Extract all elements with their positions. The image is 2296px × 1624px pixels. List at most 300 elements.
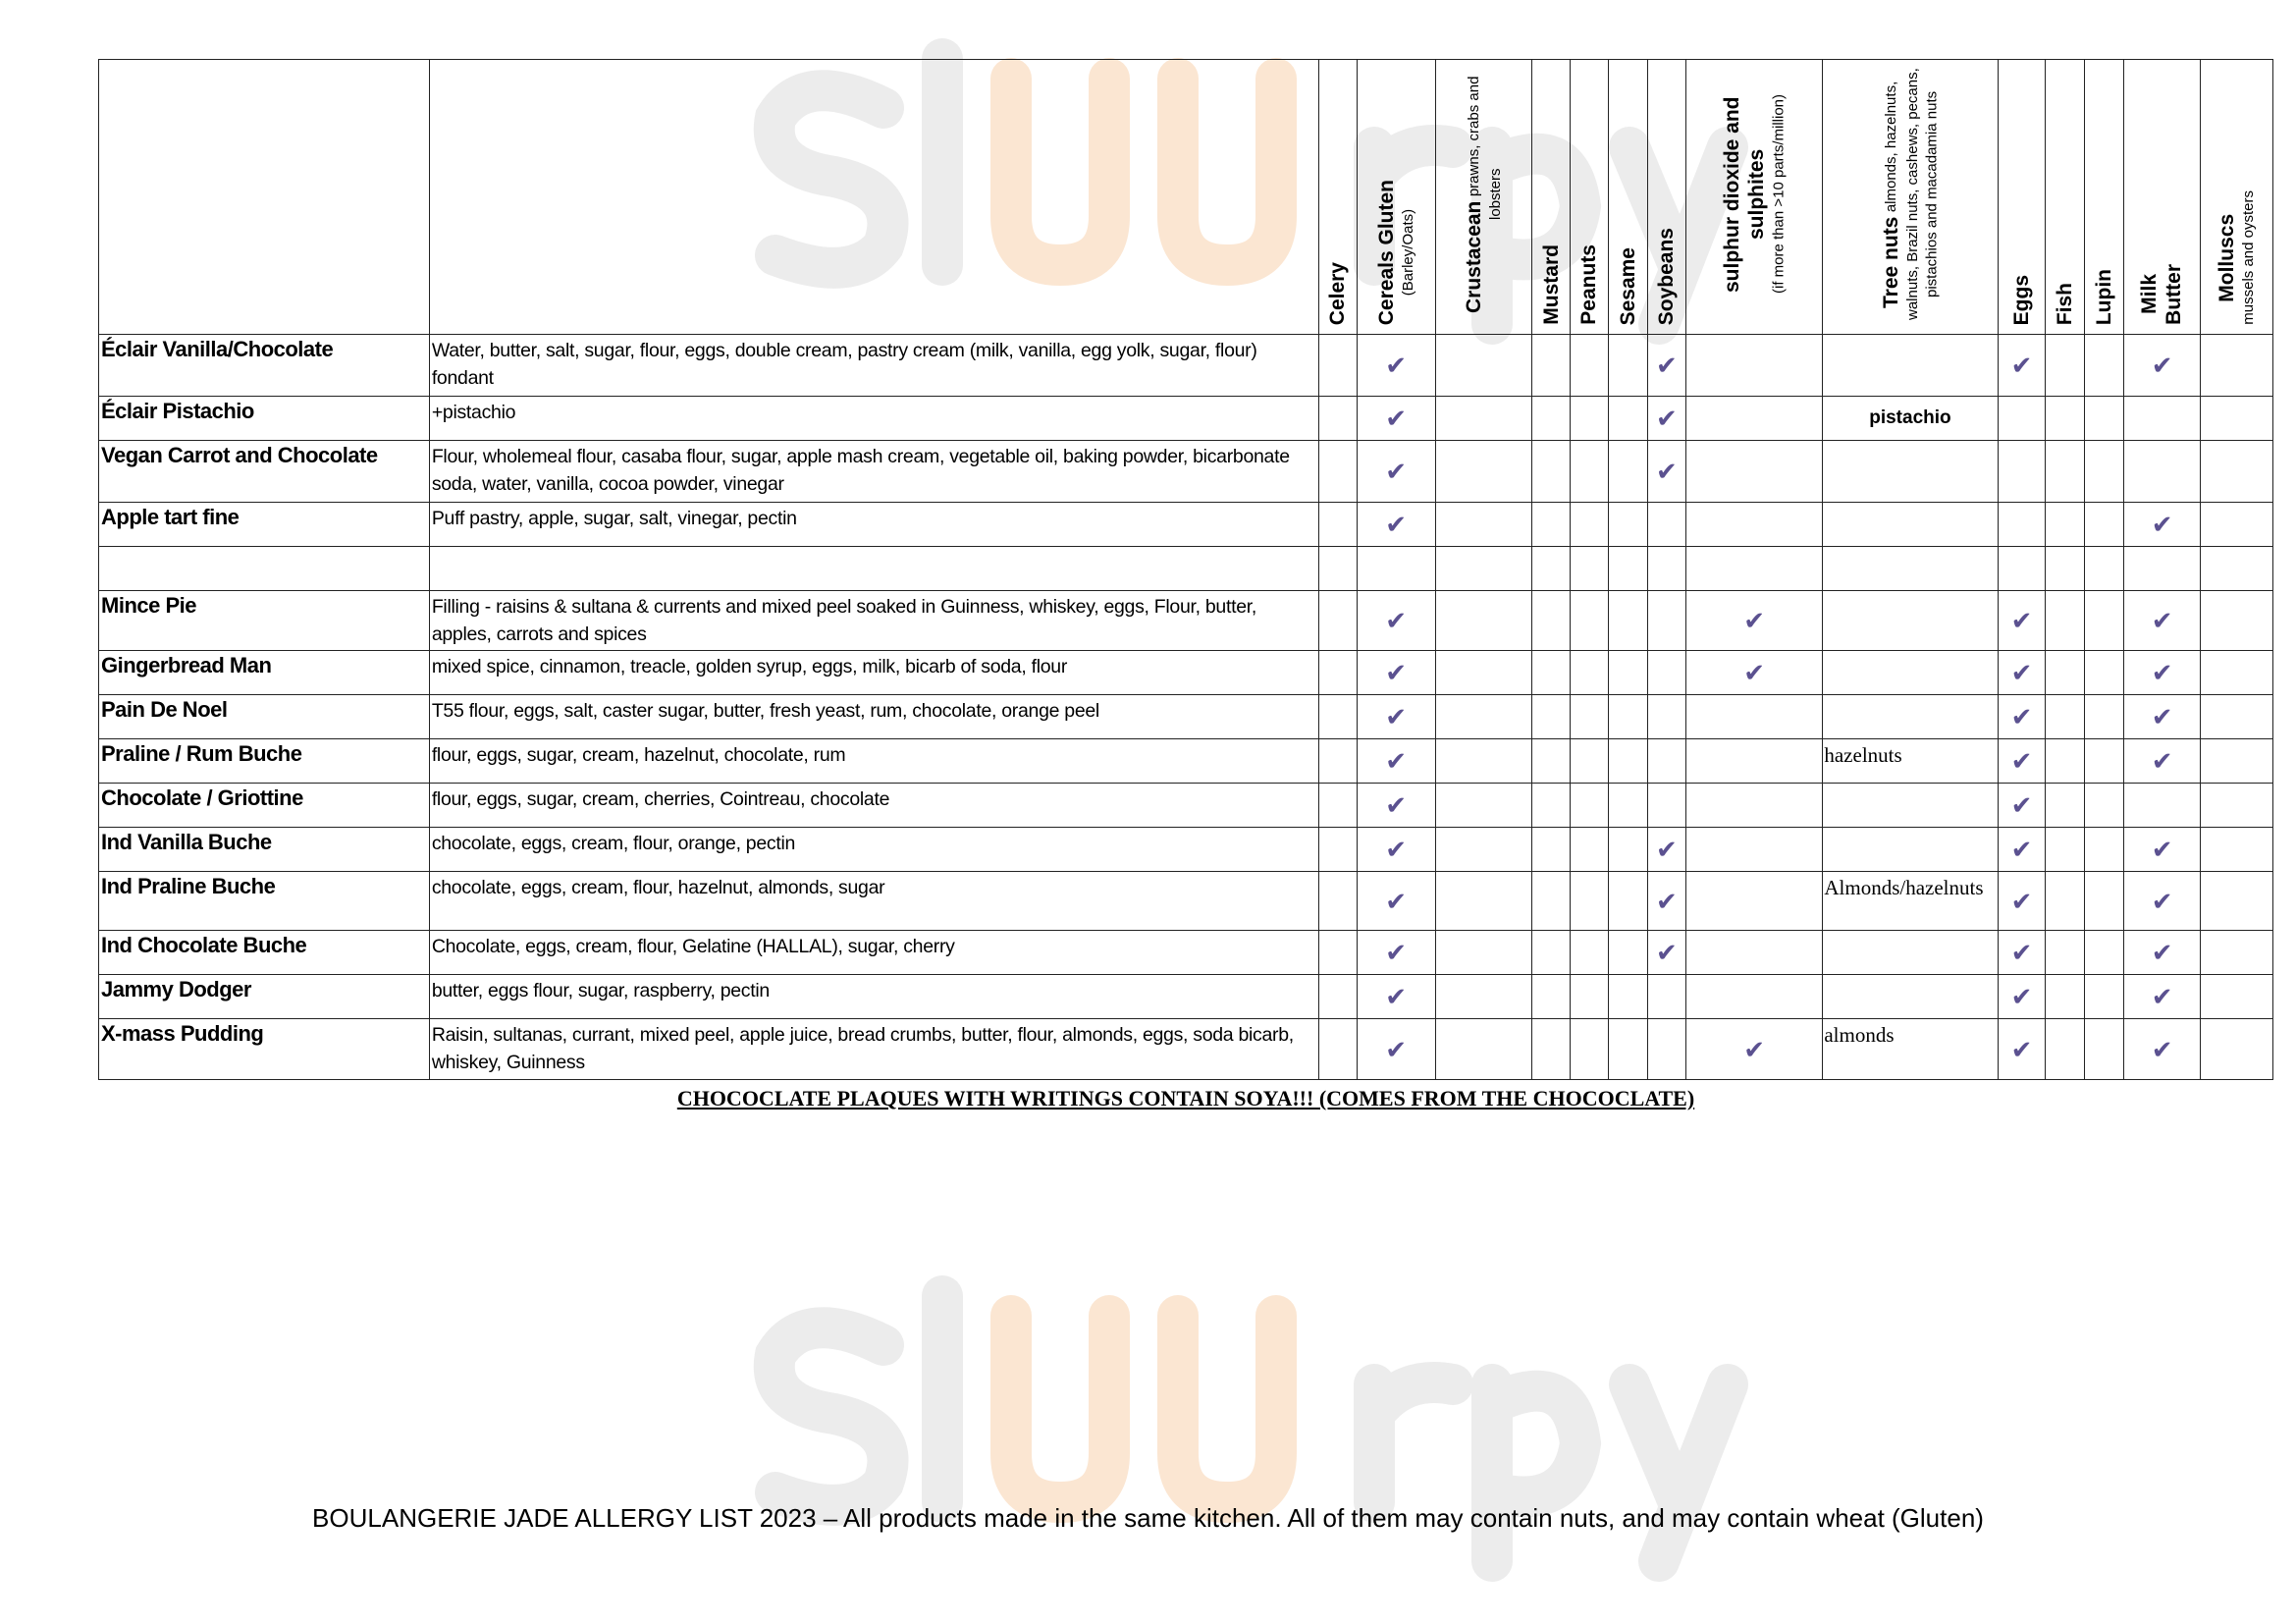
allergen-cell-lupin (2085, 828, 2124, 872)
allergen-cell-molluscs (2201, 695, 2273, 739)
allergen-cell-sulphur (1685, 931, 1823, 975)
allergen-cell-sesame (1609, 975, 1648, 1019)
allergen-cell-molluscs (2201, 872, 2273, 931)
allergen-cell-molluscs (2201, 651, 2273, 695)
allergen-cell-lupin (2085, 591, 2124, 651)
allergen-title: Celery (1326, 261, 1350, 325)
allergen-cell-fish (2046, 975, 2085, 1019)
allergen-cell-molluscs (2201, 1019, 2273, 1080)
allergen-cell-fish (2046, 441, 2085, 503)
allergen-title: Milk Butter (2138, 264, 2186, 325)
header-fish (2046, 60, 2085, 335)
header-label (1652, 224, 1681, 329)
check-icon: ✔ (1655, 351, 1678, 380)
ingredients: chocolate, eggs, cream, flour, orange, pectin (429, 828, 1318, 872)
allergen-subtitle: (Barley/Oats) (1400, 208, 1417, 297)
product-name: Ind Vanilla Buche (99, 828, 430, 872)
allergen-cell-celery (1318, 503, 1357, 547)
allergen-cell-sulphur (1685, 695, 1823, 739)
allergen-cell-mustard (1532, 931, 1571, 975)
check-icon: ✔ (1655, 457, 1678, 486)
allergen-cell-sulphur (1685, 591, 1823, 651)
check-icon: ✔ (2151, 658, 2173, 687)
tree-nuts-detail: Almonds/hazelnuts (1823, 872, 1998, 931)
check-icon: ✔ (1385, 938, 1408, 967)
allergen-cell-sulphur (1685, 1019, 1823, 1080)
table-row (99, 503, 2273, 547)
allergen-cell-peanuts (1571, 739, 1609, 784)
check-icon: ✔ (1385, 457, 1408, 486)
allergen-cell-soybeans (1647, 828, 1685, 872)
allergen-cell-lupin (2085, 547, 2124, 591)
allergen-cell-crustacean (1435, 335, 1532, 397)
allergen-cell-peanuts (1571, 651, 1609, 695)
allergen-table (98, 59, 2273, 1080)
allergen-cell-soybeans (1647, 1019, 1685, 1080)
header-label (2090, 265, 2118, 329)
table-row (99, 828, 2273, 872)
allergen-title: Fish (2054, 282, 2077, 325)
check-icon: ✔ (2151, 886, 2173, 916)
allergen-cell-fish (2046, 739, 2085, 784)
allergen-cell-sulphur (1685, 739, 1823, 784)
header-lupin (2085, 60, 2124, 335)
allergen-cell-lupin (2085, 397, 2124, 441)
ingredients: Flour, wholemeal flour, casaba flour, sugar, apple mash cream, vegetable oil, baking powder, bicarbonate soda, water, vanilla, cocoa powder, vinegar (429, 441, 1318, 503)
check-icon: ✔ (1385, 606, 1408, 635)
table-row (99, 651, 2273, 695)
allergen-cell-fish (2046, 503, 2085, 547)
allergen-cell-treenuts (1823, 784, 1998, 828)
header-row (99, 60, 2273, 335)
allergen-cell-crustacean (1435, 975, 1532, 1019)
allergen-cell-gluten (1357, 441, 1435, 503)
allergen-cell-molluscs (2201, 503, 2273, 547)
allergen-cell-gluten (1357, 784, 1435, 828)
allergen-cell-gluten (1357, 503, 1435, 547)
allergen-cell-gluten (1357, 931, 1435, 975)
tree-nuts-detail: pistachio (1823, 397, 1998, 441)
allergen-cell-gluten (1357, 739, 1435, 784)
header-label (1877, 60, 1944, 329)
allergen-cell-sesame (1609, 651, 1648, 695)
footer-text: BOULANGERIE JADE ALLERGY LIST 2023 – All products made in the same kitchen. All of them may contain nuts, and may contain wheat (Gluten) (312, 1503, 1984, 1533)
allergen-cell-crustacean (1435, 1019, 1532, 1080)
allergen-cell-crustacean (1435, 441, 1532, 503)
allergen-cell-eggs (1998, 503, 2046, 547)
allergen-cell-mustard (1532, 828, 1571, 872)
ingredients (429, 547, 1318, 591)
allergen-cell-crustacean (1435, 739, 1532, 784)
check-icon: ✔ (2010, 1034, 2033, 1064)
allergen-cell-fish (2046, 651, 2085, 695)
allergen-cell-gluten (1357, 397, 1435, 441)
allergen-cell-treenuts (1823, 695, 1998, 739)
allergen-cell-milk (2124, 547, 2201, 591)
check-icon: ✔ (1655, 835, 1678, 864)
check-icon: ✔ (2010, 982, 2033, 1011)
product-name: Chocolate / Griottine (99, 784, 430, 828)
header-eggs (1998, 60, 2046, 335)
allergen-cell-crustacean (1435, 651, 1532, 695)
check-icon: ✔ (2151, 746, 2173, 776)
check-icon: ✔ (1385, 658, 1408, 687)
allergen-cell-sesame (1609, 1019, 1648, 1080)
allergen-cell-peanuts (1571, 503, 1609, 547)
header-label (1718, 60, 1790, 329)
header-celery (1318, 60, 1357, 335)
allergen-cell-soybeans (1647, 591, 1685, 651)
allergen-cell-celery (1318, 335, 1357, 397)
table-row (99, 335, 2273, 397)
allergen-cell-lupin (2085, 695, 2124, 739)
allergen-cell-eggs (1998, 828, 2046, 872)
allergen-cell-mustard (1532, 784, 1571, 828)
allergen-cell-sesame (1609, 784, 1648, 828)
allergen-cell-mustard (1532, 591, 1571, 651)
check-icon: ✔ (2151, 702, 2173, 731)
header-sesame (1609, 60, 1648, 335)
allergen-cell-lupin (2085, 931, 2124, 975)
table-row (99, 1019, 2273, 1080)
header-label (1323, 258, 1352, 329)
allergen-cell-fish (2046, 872, 2085, 931)
check-icon: ✔ (2010, 886, 2033, 916)
allergen-subtitle: (if more than >10 parts/million) (1770, 94, 1788, 295)
header-label (1614, 244, 1642, 329)
allergen-cell-molluscs (2201, 828, 2273, 872)
ingredients: mixed spice, cinnamon, treacle, golden syrup, eggs, milk, bicarb of soda, flour (429, 651, 1318, 695)
ingredients: chocolate, eggs, cream, flour, hazelnut, almonds, sugar (429, 872, 1318, 931)
allergen-cell-crustacean (1435, 503, 1532, 547)
allergen-cell-fish (2046, 828, 2085, 872)
header-crustacean (1435, 60, 1532, 335)
allergen-cell-milk (2124, 975, 2201, 1019)
check-icon: ✔ (1385, 351, 1408, 380)
allergen-cell-milk (2124, 591, 2201, 651)
check-icon: ✔ (1655, 938, 1678, 967)
allergen-title: Mustard (1539, 244, 1563, 325)
allergen-cell-peanuts (1571, 441, 1609, 503)
allergen-cell-treenuts (1823, 591, 1998, 651)
allergen-cell-sesame (1609, 739, 1648, 784)
allergen-cell-molluscs (2201, 441, 2273, 503)
allergen-cell-mustard (1532, 651, 1571, 695)
allergen-cell-celery (1318, 397, 1357, 441)
allergen-cell-soybeans (1647, 695, 1685, 739)
check-icon: ✔ (1385, 886, 1408, 916)
allergen-cell-soybeans (1647, 784, 1685, 828)
check-icon: ✔ (2010, 790, 2033, 820)
check-icon: ✔ (2151, 510, 2173, 539)
allergen-subtitle: prawns, crabs and lobsters (1466, 76, 1505, 221)
allergen-cell-sesame (1609, 872, 1648, 931)
check-icon: ✔ (2010, 606, 2033, 635)
allergen-cell-sesame (1609, 397, 1648, 441)
allergen-subtitle: almonds, hazelnuts, walnuts, Brazil nuts, cashews, pecans, pistachios and macadamia nuts (1883, 68, 1941, 321)
product-name: Ind Chocolate Buche (99, 931, 430, 975)
allergy-content (98, 59, 2273, 1111)
allergen-cell-sesame (1609, 335, 1648, 397)
header-milk (2124, 60, 2201, 335)
allergen-cell-celery (1318, 784, 1357, 828)
allergen-cell-eggs (1998, 784, 2046, 828)
check-icon: ✔ (1385, 746, 1408, 776)
allergen-cell-milk (2124, 503, 2201, 547)
allergen-cell-gluten (1357, 828, 1435, 872)
allergen-cell-soybeans (1647, 872, 1685, 931)
allergen-cell-treenuts (1823, 441, 1998, 503)
check-icon: ✔ (2010, 746, 2033, 776)
check-icon: ✔ (1743, 658, 1765, 687)
allergen-cell-milk (2124, 872, 2201, 931)
ingredients: flour, eggs, sugar, cream, hazelnut, chocolate, rum (429, 739, 1318, 784)
allergen-cell-mustard (1532, 441, 1571, 503)
allergen-cell-celery (1318, 547, 1357, 591)
allergen-cell-celery (1318, 651, 1357, 695)
allergen-cell-peanuts (1571, 335, 1609, 397)
allergen-cell-peanuts (1571, 591, 1609, 651)
ingredients: butter, eggs flour, sugar, raspberry, pectin (429, 975, 1318, 1019)
allergen-cell-peanuts (1571, 784, 1609, 828)
check-icon: ✔ (2010, 658, 2033, 687)
check-icon: ✔ (1385, 510, 1408, 539)
allergen-cell-peanuts (1571, 547, 1609, 591)
allergen-cell-celery (1318, 975, 1357, 1019)
allergen-title: Sesame (1616, 246, 1639, 325)
allergen-title: Tree nuts (1880, 216, 1903, 308)
allergen-cell-soybeans (1647, 503, 1685, 547)
allergen-cell-molluscs (2201, 784, 2273, 828)
allergen-cell-milk (2124, 1019, 2201, 1080)
check-icon: ✔ (2151, 982, 2173, 1011)
header-treenuts (1823, 60, 1998, 335)
allergen-cell-milk (2124, 441, 2201, 503)
allergen-cell-fish (2046, 547, 2085, 591)
allergen-cell-crustacean (1435, 828, 1532, 872)
allergen-cell-soybeans (1647, 739, 1685, 784)
table-row (99, 784, 2273, 828)
allergen-cell-mustard (1532, 503, 1571, 547)
allergen-cell-sulphur (1685, 975, 1823, 1019)
check-icon: ✔ (1385, 702, 1408, 731)
allergen-cell-milk (2124, 397, 2201, 441)
allergen-cell-lupin (2085, 1019, 2124, 1080)
allergen-cell-lupin (2085, 503, 2124, 547)
allergen-cell-molluscs (2201, 975, 2273, 1019)
allergen-cell-celery (1318, 591, 1357, 651)
ingredients: T55 flour, eggs, salt, caster sugar, butter, fresh yeast, rum, chocolate, orange peel (429, 695, 1318, 739)
product-name: Apple tart fine (99, 503, 430, 547)
allergen-cell-lupin (2085, 872, 2124, 931)
check-icon: ✔ (2010, 938, 2033, 967)
header-mustard (1532, 60, 1571, 335)
header-peanuts (1571, 60, 1609, 335)
allergen-cell-peanuts (1571, 1019, 1609, 1080)
header-label (1537, 241, 1566, 329)
header-gluten (1357, 60, 1435, 335)
tree-nuts-detail: hazelnuts (1823, 739, 1998, 784)
allergen-cell-sesame (1609, 828, 1648, 872)
check-icon: ✔ (1385, 1034, 1408, 1064)
allergen-cell-eggs (1998, 591, 2046, 651)
allergen-cell-sulphur (1685, 335, 1823, 397)
allergen-cell-fish (2046, 397, 2085, 441)
allergen-cell-sulphur (1685, 547, 1823, 591)
allergen-cell-molluscs (2201, 591, 2273, 651)
allergen-cell-sulphur (1685, 784, 1823, 828)
header-label (1460, 60, 1507, 329)
allergen-cell-milk (2124, 828, 2201, 872)
allergen-cell-eggs (1998, 695, 2046, 739)
allergen-cell-mustard (1532, 547, 1571, 591)
allergen-cell-crustacean (1435, 547, 1532, 591)
allergen-cell-fish (2046, 784, 2085, 828)
allergen-cell-eggs (1998, 335, 2046, 397)
allergen-cell-treenuts (1823, 547, 1998, 591)
allergen-cell-crustacean (1435, 397, 1532, 441)
allergen-cell-mustard (1532, 397, 1571, 441)
allergen-cell-molluscs (2201, 739, 2273, 784)
allergen-cell-sulphur (1685, 828, 1823, 872)
allergen-cell-peanuts (1571, 872, 1609, 931)
table-row (99, 547, 2273, 591)
table-row (99, 591, 2273, 651)
header-label (2051, 279, 2079, 329)
allergen-cell-lupin (2085, 335, 2124, 397)
allergen-title: Cereals Gluten (1374, 179, 1398, 325)
allergen-cell-mustard (1532, 1019, 1571, 1080)
allergen-cell-milk (2124, 784, 2201, 828)
soya-warning-note: CHOCOCLATE PLAQUES WITH WRITINGS CONTAIN SOYA!!! (COMES FROM THE CHOCOCLATE) (676, 1086, 1695, 1110)
product-name: Mince Pie (99, 591, 430, 651)
allergen-cell-fish (2046, 695, 2085, 739)
ingredients: Raisin, sultanas, currant, mixed peel, apple juice, bread crumbs, butter, flour, almonds, eggs, soda bicarb, whiskey, Guinness (429, 1019, 1318, 1080)
check-icon: ✔ (1743, 606, 1765, 635)
check-icon: ✔ (1385, 982, 1408, 1011)
allergen-cell-sesame (1609, 441, 1648, 503)
allergen-cell-crustacean (1435, 591, 1532, 651)
allergen-cell-treenuts (1823, 651, 1998, 695)
ingredients: Filling - raisins & sultana & currents and mixed peel soaked in Guinness, whiskey, eggs, Flour, butter, apples, carrots and spices (429, 591, 1318, 651)
allergen-cell-milk (2124, 651, 2201, 695)
check-icon: ✔ (1385, 790, 1408, 820)
check-icon: ✔ (1743, 1034, 1765, 1064)
product-name: Éclair Pistachio (99, 397, 430, 441)
allergen-title: Crustacean (1463, 200, 1486, 313)
allergen-cell-soybeans (1647, 441, 1685, 503)
check-icon: ✔ (2151, 938, 2173, 967)
ingredients: Water, butter, salt, sugar, flour, eggs, double cream, pastry cream (milk, vanilla, egg yolk, sugar, flour) fondant (429, 335, 1318, 397)
table-row (99, 695, 2273, 739)
allergen-cell-molluscs (2201, 397, 2273, 441)
allergen-cell-treenuts (1823, 828, 1998, 872)
allergen-cell-sesame (1609, 503, 1648, 547)
allergen-cell-celery (1318, 931, 1357, 975)
allergen-cell-eggs (1998, 547, 2046, 591)
allergen-cell-gluten (1357, 872, 1435, 931)
allergen-cell-soybeans (1647, 651, 1685, 695)
allergen-cell-crustacean (1435, 784, 1532, 828)
allergen-cell-peanuts (1571, 931, 1609, 975)
allergen-cell-eggs (1998, 872, 2046, 931)
allergen-cell-eggs (1998, 1019, 2046, 1080)
check-icon: ✔ (2151, 606, 2173, 635)
product-name: Vegan Carrot and Chocolate (99, 441, 430, 503)
allergen-cell-treenuts (1823, 503, 1998, 547)
allergen-cell-sulphur (1685, 651, 1823, 695)
product-name: Praline / Rum Buche (99, 739, 430, 784)
header-label (1372, 176, 1419, 329)
check-icon: ✔ (1385, 835, 1408, 864)
allergen-cell-gluten (1357, 975, 1435, 1019)
allergen-cell-celery (1318, 739, 1357, 784)
allergen-cell-eggs (1998, 397, 2046, 441)
table-row (99, 931, 2273, 975)
allergen-cell-mustard (1532, 872, 1571, 931)
allergen-cell-celery (1318, 441, 1357, 503)
ingredients: +pistachio (429, 397, 1318, 441)
header-label (2135, 260, 2188, 329)
allergen-cell-celery (1318, 828, 1357, 872)
product-name: X-mass Pudding (99, 1019, 430, 1080)
allergen-cell-crustacean (1435, 931, 1532, 975)
allergen-cell-gluten (1357, 547, 1435, 591)
table-row (99, 397, 2273, 441)
allergen-cell-lupin (2085, 784, 2124, 828)
allergen-cell-lupin (2085, 651, 2124, 695)
check-icon: ✔ (2010, 702, 2033, 731)
allergen-title: Eggs (2009, 274, 2033, 325)
allergen-cell-soybeans (1647, 397, 1685, 441)
allergen-cell-eggs (1998, 739, 2046, 784)
check-icon: ✔ (1655, 404, 1678, 433)
allergen-cell-peanuts (1571, 975, 1609, 1019)
ingredients: Puff pastry, apple, sugar, salt, vinegar, pectin (429, 503, 1318, 547)
allergen-cell-celery (1318, 872, 1357, 931)
allergen-cell-fish (2046, 335, 2085, 397)
allergen-cell-mustard (1532, 695, 1571, 739)
allergen-cell-eggs (1998, 931, 2046, 975)
allergen-cell-molluscs (2201, 335, 2273, 397)
allergen-title: sulphur dioxide and sulphites (1721, 96, 1769, 293)
allergen-cell-milk (2124, 695, 2201, 739)
allergen-cell-fish (2046, 591, 2085, 651)
allergen-cell-sulphur (1685, 872, 1823, 931)
ingredients: flour, eggs, sugar, cream, cherries, Cointreau, chocolate (429, 784, 1318, 828)
allergen-cell-soybeans (1647, 547, 1685, 591)
product-name (99, 547, 430, 591)
allergen-cell-celery (1318, 695, 1357, 739)
header-soybeans (1647, 60, 1685, 335)
allergen-cell-eggs (1998, 975, 2046, 1019)
allergen-cell-crustacean (1435, 695, 1532, 739)
allergen-cell-gluten (1357, 591, 1435, 651)
allergen-title: Molluscs (2216, 213, 2239, 302)
allergen-cell-eggs (1998, 441, 2046, 503)
product-name: Ind Praline Buche (99, 872, 430, 931)
allergen-cell-celery (1318, 1019, 1357, 1080)
allergen-cell-sesame (1609, 547, 1648, 591)
table-row (99, 441, 2273, 503)
allergen-cell-sesame (1609, 591, 1648, 651)
allergen-cell-gluten (1357, 1019, 1435, 1080)
allergen-subtitle: mussels and oysters (2240, 190, 2258, 325)
check-icon: ✔ (2010, 835, 2033, 864)
allergen-cell-sesame (1609, 695, 1648, 739)
product-name: Éclair Vanilla/Chocolate (99, 335, 430, 397)
allergen-cell-mustard (1532, 975, 1571, 1019)
